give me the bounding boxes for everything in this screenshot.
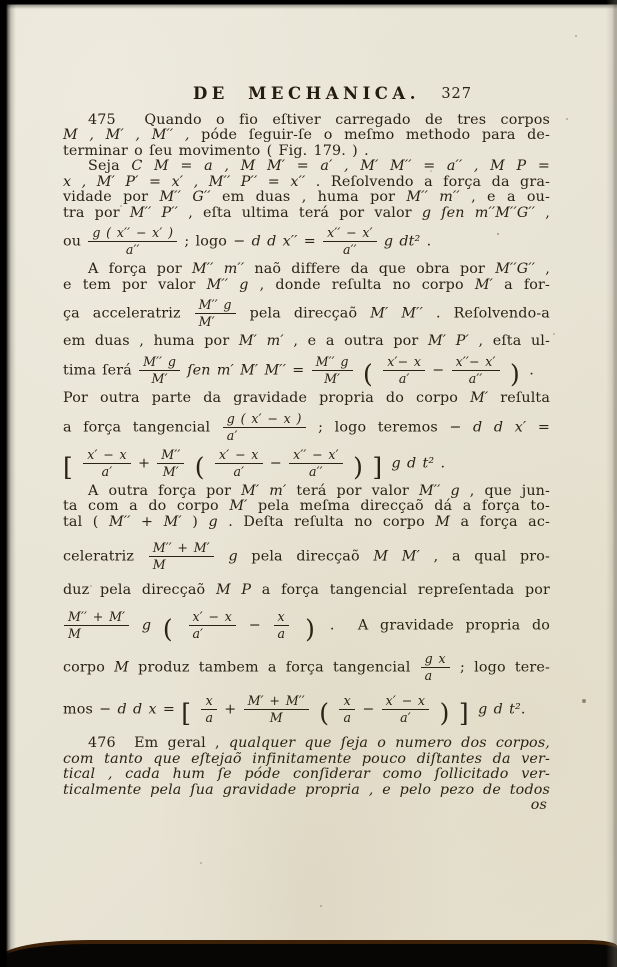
line-grav-1	[63, 652, 550, 683]
fraction-numerator: M′ + M′′	[244, 694, 309, 710]
text-run: ; logo	[178, 233, 234, 250]
bracket-glyph: )	[290, 614, 330, 644]
math-fraction	[214, 448, 264, 479]
math-run: g	[130, 617, 163, 634]
math-fraction	[451, 355, 501, 386]
math-run: M′	[470, 390, 489, 407]
fraction-numerator: M′′ + M′	[64, 610, 129, 626]
scan-edge-bottom	[0, 944, 617, 967]
text-run: A força por	[88, 261, 192, 278]
text-run: 475 Quando o fio eſtiver carregado de tres corpos	[88, 112, 550, 128]
text-run: a for-	[493, 276, 551, 293]
math-run: tical , cada hum ſe póde conſiderar como ſollicitado ver-	[63, 766, 550, 783]
text-run: corpo	[63, 659, 115, 676]
text-run: tra por	[63, 204, 130, 221]
page-edge-right	[605, 0, 617, 967]
math-run: qualquer que ſeja o numero dos corpos,	[228, 735, 550, 752]
text-run: .	[434, 455, 446, 472]
fraction-numerator: x′′− x′	[452, 355, 500, 371]
math-run: g ſen m′′M′′G′′	[421, 204, 536, 221]
line-seja-2	[63, 175, 550, 190]
math-run: −	[263, 455, 289, 472]
bracket-glyph: [	[181, 698, 201, 728]
fraction-denominator: a	[343, 710, 352, 726]
math-fraction	[156, 448, 185, 479]
math-run: M	[114, 659, 129, 676]
math-fraction	[222, 412, 307, 443]
math-run: M′′ G′′	[159, 189, 211, 206]
fraction-numerator: M′′ + M′	[149, 541, 214, 557]
catchword-line	[63, 798, 550, 813]
math-run: g d t²	[391, 455, 435, 472]
text-run: )	[181, 513, 209, 530]
fraction-numerator: M′′ g	[139, 355, 180, 371]
bracket-glyph: )	[500, 359, 530, 389]
bracket-glyph: ]	[372, 452, 392, 482]
bracket-glyph: )	[430, 698, 459, 728]
text-run: , e a ou-	[459, 189, 551, 206]
math-run: com tanto que eſtejaõ infinitamente pouco diſtantes da ver-	[63, 750, 550, 767]
fraction-denominator: a′	[233, 463, 245, 479]
math-run: M P	[215, 582, 252, 599]
math-fraction	[322, 226, 378, 257]
math-run: − d d x′′ =	[233, 233, 323, 250]
text-run: . Reſolvendo-a	[422, 305, 550, 322]
text-run: celeratriz	[63, 548, 148, 565]
text-run: terminar o ſeu movimento ( Fig. 179. ) .	[63, 142, 369, 159]
text-run: reſulta	[488, 390, 550, 407]
math-fraction	[188, 610, 238, 641]
fraction-numerator: M′′ g	[195, 298, 236, 314]
math-run: M′′ P′′	[129, 204, 179, 221]
line-forca-5	[63, 391, 550, 406]
math-run: g	[208, 513, 218, 530]
line-eq-1	[63, 226, 550, 257]
line-475-1	[63, 113, 550, 128]
math-run: M , M′ , M′′ ,	[63, 127, 190, 144]
fraction-denominator: a	[205, 710, 214, 726]
math-run: −	[426, 362, 451, 379]
bracket-glyph: [	[63, 452, 83, 482]
text-run: ou	[63, 233, 88, 250]
math-fraction	[63, 610, 130, 641]
text-run: ; logo teremos	[306, 419, 450, 436]
text-run: duz pela direcçaõ	[63, 582, 216, 599]
text-run: , e a outra por	[283, 333, 428, 350]
math-fraction	[87, 226, 178, 257]
text-run: .	[520, 701, 526, 718]
math-fraction	[273, 610, 291, 641]
fraction-denominator: M	[269, 710, 283, 726]
math-run: M′′ m′′	[406, 189, 460, 206]
bracket-glyph: ]	[458, 698, 479, 728]
line-seja-4	[63, 206, 550, 221]
fraction-denominator: M′	[324, 371, 341, 386]
math-run: M′′G′′	[495, 261, 536, 278]
fraction-numerator: M′′ g	[312, 355, 353, 371]
text-run: . A gravidade propria do	[329, 617, 551, 634]
math-fraction	[338, 694, 356, 725]
fraction-numerator: g ( x′′ − x′ )	[88, 226, 177, 242]
text-run: a força tangencial repreſentada por	[251, 582, 550, 599]
text-run: em duas , huma por	[210, 189, 407, 206]
text-run: ta com a do corpo	[63, 498, 230, 515]
text-run: , que jun-	[459, 482, 551, 499]
fraction-numerator: x	[274, 610, 290, 626]
fraction-numerator: x	[339, 694, 355, 710]
fraction-numerator: g ( x′ − x )	[223, 412, 306, 428]
text-run: e tem por valor	[63, 276, 207, 293]
text-run: produz tambem a força tangencial	[128, 659, 420, 676]
text-run: tal (	[63, 513, 109, 530]
line-eq-5	[63, 693, 550, 728]
text-run: A outra força por	[88, 482, 242, 499]
fraction-denominator: M′	[198, 314, 215, 330]
math-run: ticalmente pela ſua gravidade propria , e pelo pezo de todos	[63, 781, 550, 798]
text-column	[63, 84, 550, 814]
line-forca-3	[63, 298, 550, 329]
text-run: ,	[535, 261, 550, 278]
math-run: − d d x =	[99, 701, 182, 718]
scan-edge-top	[0, 0, 617, 10]
math-fraction	[382, 355, 426, 386]
math-run: g	[214, 548, 238, 565]
math-run: +	[218, 701, 243, 718]
fraction-denominator: M	[68, 626, 82, 642]
text-run: , a qual pro-	[420, 548, 551, 565]
bracket-glyph: (	[309, 698, 339, 728]
text-run: . Reſolvendo a força da gra-	[305, 173, 550, 190]
bracket-glyph: (	[185, 452, 215, 482]
math-run: ſen m′ M′ M′′ =	[181, 362, 311, 379]
math-fraction	[243, 694, 310, 725]
line-forca-6	[63, 412, 550, 443]
math-run: −	[237, 617, 273, 634]
math-run: +	[131, 455, 157, 472]
math-fraction	[148, 541, 215, 572]
line-outra-5	[63, 583, 550, 598]
text-run: mos	[63, 701, 100, 718]
line-475-2	[63, 128, 550, 143]
math-fraction	[200, 694, 218, 725]
text-run: ; logo tere-	[450, 659, 550, 676]
math-run: M	[435, 513, 451, 530]
text-run: Seja	[88, 158, 132, 175]
fraction-numerator: x′′ − x′	[323, 226, 377, 242]
math-fraction	[288, 448, 344, 479]
fraction-denominator: a	[277, 626, 286, 642]
page-number: 327	[441, 86, 472, 102]
math-run: M M′	[373, 548, 420, 565]
fraction-denominator: a′	[226, 427, 238, 443]
line-outra-1	[63, 484, 550, 499]
line-eq-2	[63, 353, 550, 389]
line-forca-2	[63, 278, 550, 293]
text-run: 476 Em geral ,	[88, 735, 229, 752]
math-run: M′ P′	[427, 333, 469, 350]
text-run: pela direcçaõ	[237, 548, 374, 565]
math-run: − d d x′ =	[449, 419, 551, 436]
text-run: pela direcçaõ	[236, 305, 371, 322]
line-476-4	[63, 783, 550, 798]
line-476-3	[63, 767, 550, 782]
text-run: ça acceleratriz	[63, 305, 194, 322]
text-run: a força ac-	[450, 513, 550, 530]
line-forca-1	[63, 262, 550, 277]
fraction-denominator: a′	[192, 626, 204, 642]
math-run: M′ M′′	[370, 305, 423, 322]
text-run: póde ſeguir-ſe o meſmo methodo para de-	[189, 127, 550, 144]
text-run: tima ſerá	[63, 362, 139, 379]
line-eq-3	[63, 446, 550, 482]
bracket-glyph: (	[353, 359, 383, 389]
text-run: , eſta ul-	[468, 333, 551, 350]
math-run: g dt²	[377, 233, 421, 250]
fraction-denominator: a′	[400, 710, 411, 726]
text-run: .	[420, 233, 432, 250]
text-run: , eſta ultima terá por valor	[178, 204, 422, 221]
bracket-glyph: (	[162, 614, 188, 644]
fraction-denominator: a′′	[125, 242, 140, 258]
fraction-denominator: a′	[101, 463, 113, 479]
fraction-numerator: x	[201, 694, 217, 710]
line-476-2	[63, 752, 550, 767]
math-run: M′	[229, 498, 248, 515]
line-seja-3	[63, 190, 550, 205]
text-run: , donde reſulta no corpo	[248, 276, 475, 293]
math-run: M′ m′	[238, 333, 284, 350]
text-run: Por outra parte da gravidade propria do corpo	[63, 390, 471, 407]
math-run: −	[356, 701, 381, 718]
math-run: C M = a , M M′ = a′ , M′ M′′ = a′′ , M P =	[131, 158, 551, 175]
fraction-numerator: g x	[421, 652, 450, 668]
line-outra-2	[63, 499, 550, 514]
fraction-denominator: a′	[398, 371, 410, 386]
math-fraction	[420, 652, 451, 683]
text-run: vidade por	[63, 189, 160, 206]
fraction-numerator: x′ − x	[83, 448, 131, 464]
math-fraction	[194, 298, 237, 329]
math-run: M′′ g	[206, 276, 249, 293]
bracket-glyph: )	[343, 452, 373, 482]
math-fraction	[311, 355, 354, 386]
fraction-numerator: x′ − x	[382, 694, 430, 710]
line-476-1	[63, 736, 550, 751]
math-run: M′′ g	[418, 482, 460, 499]
fraction-denominator: a′′	[468, 371, 483, 386]
text-run: naõ differe da que obra por	[244, 261, 496, 278]
line-475-3	[63, 144, 550, 159]
text-run: em duas , huma por	[63, 333, 239, 350]
text-run: a força tangencial	[63, 419, 222, 436]
line-eq-4	[63, 608, 551, 644]
fraction-numerator: x′ − x	[189, 610, 237, 626]
fraction-denominator: M′	[151, 371, 168, 386]
math-run: M′ m′	[241, 482, 287, 499]
running-header	[63, 84, 550, 106]
fraction-denominator: a′′	[309, 463, 323, 479]
math-run: g d t²	[478, 701, 521, 718]
scan-edge-left	[0, 0, 17, 967]
page-title: DE MECHANICA.	[193, 84, 420, 103]
text-run: ,	[535, 204, 551, 221]
math-fraction	[138, 355, 181, 386]
fraction-denominator: M′	[162, 463, 179, 479]
fraction-numerator: x′′ − x′	[289, 448, 343, 464]
line-outra-4	[63, 541, 550, 572]
math-run: os	[530, 797, 547, 814]
fraction-denominator: a′′	[343, 242, 357, 258]
math-run: M′	[474, 276, 493, 293]
math-run: x , M′ P′ = x′ , M′′ P′′ = x′′	[63, 173, 306, 190]
line-seja-1	[63, 159, 550, 174]
text-run: .	[529, 362, 534, 379]
math-fraction	[381, 694, 431, 725]
line-outra-3	[63, 515, 550, 530]
fraction-numerator: M′′	[157, 448, 184, 464]
text-run: . Deſta reſulta no corpo	[217, 513, 436, 530]
math-run: M′′ m′′	[191, 261, 245, 278]
text-run: terá por valor	[286, 482, 419, 499]
line-forca-4	[63, 334, 550, 349]
math-fraction	[82, 448, 132, 479]
fraction-numerator: x′− x	[383, 355, 425, 371]
fraction-denominator: a	[424, 668, 433, 684]
text-run: pela meſma direcçaõ dá a força to-	[247, 498, 550, 515]
fraction-numerator: x′ − x	[215, 448, 263, 464]
math-run: M′′ + M′	[108, 513, 182, 530]
fraction-denominator: M	[152, 557, 166, 573]
